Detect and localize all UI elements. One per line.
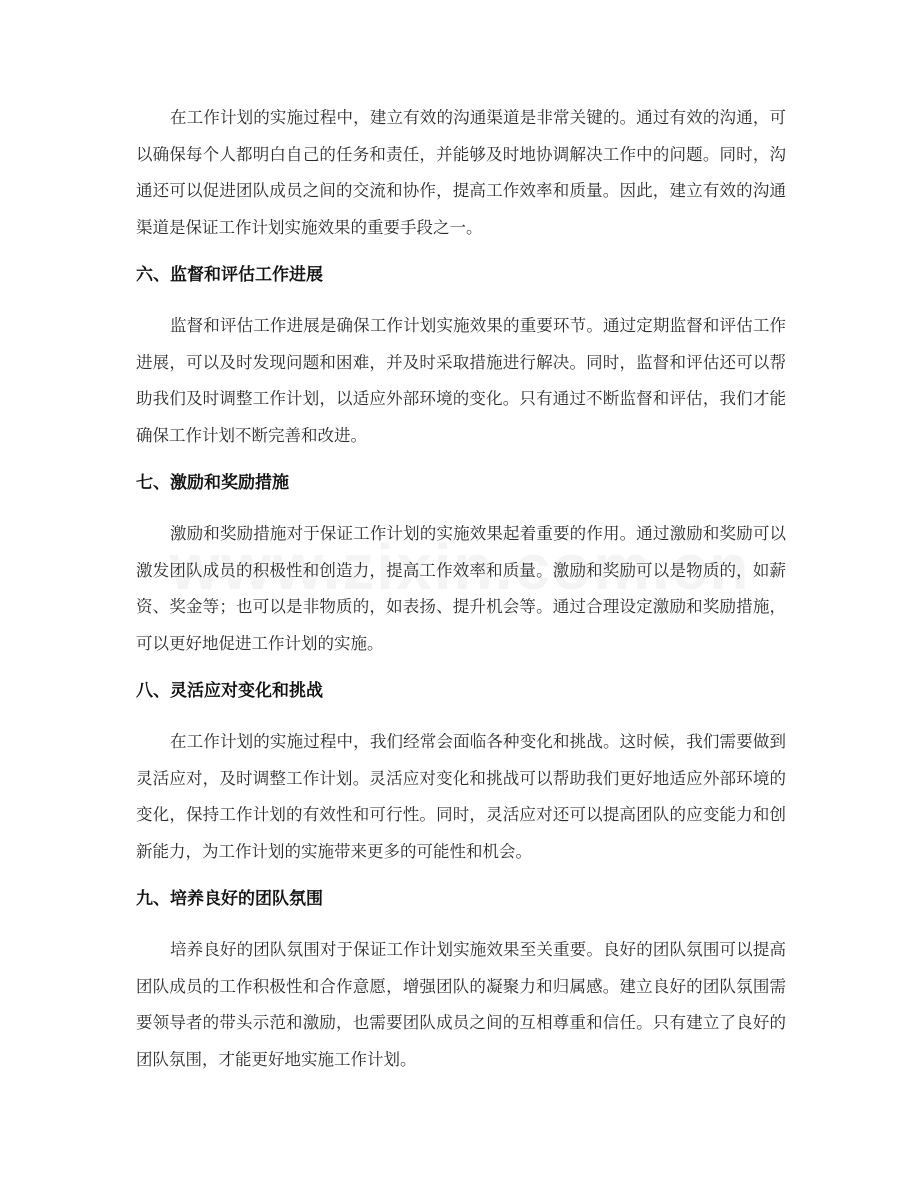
paragraph-communication: 在工作计划的实施过程中，建立有效的沟通渠道是非常关键的。通过有效的沟通，可以确保每个人都明白自己的任务和责任，并能够及时地协调解决工作中的问题。同时，沟通还可以促进团队成员之间的交流和协作，提高工作效率和质量。因此，建立有效的沟通渠道是保证工作计划实施效果的重要手段之一。: [136, 108, 786, 237]
heading-flexibility: 八、灵活应对变化和挑战: [136, 681, 323, 701]
paragraph-team-atmosphere: 培养良好的团队氛围对于保证工作计划实施效果至关重要。良好的团队氛围可以提高团队成员的工作积极性和合作意愿，增强团队的凝聚力和归属感。建立良好的团队氛围需要领导者的带头示范和激励，也需要团队成员之间的互相尊重和信任。只有建立了良好的团队氛围，才能更好地实施工作计划。: [136, 940, 786, 1069]
heading-incentives: 七、激励和奖励措施: [136, 473, 289, 493]
paragraph-flexibility: 在工作计划的实施过程中，我们经常会面临各种变化和挑战。这时候，我们需要做到灵活应对，及时调整工作计划。灵活应对变化和挑战可以帮助我们更好地适应外部环境的变化，保持工作计划的有效性和可行性。同时，灵活应对还可以提高团队的应变能力和创新能力，为工作计划的实施带来更多的可能性和机会。: [136, 732, 786, 861]
heading-team-atmosphere: 九、培养良好的团队氛围: [136, 889, 323, 909]
heading-supervision: 六、监督和评估工作进展: [136, 265, 323, 285]
document-body: [136, 100, 786, 1078]
paragraph-supervision: 监督和评估工作进展是确保工作计划实施效果的重要环节。通过定期监督和评估工作进展，可以及时发现问题和困难，并及时采取措施进行解决。同时，监督和评估还可以帮助我们及时调整工作计划，以适应外部环境的变化。只有通过不断监督和评估，我们才能确保工作计划不断完善和改进。: [136, 316, 786, 445]
paragraph-incentives: 激励和奖励措施对于保证工作计划的实施效果起着重要的作用。通过激励和奖励可以激发团队成员的积极性和创造力，提高工作效率和质量。激励和奖励可以是物质的，如薪资、奖金等；也可以是非物质的，如表扬、提升机会等。通过合理设定激励和奖励措施，可以更好地促进工作计划的实施。: [136, 524, 786, 653]
